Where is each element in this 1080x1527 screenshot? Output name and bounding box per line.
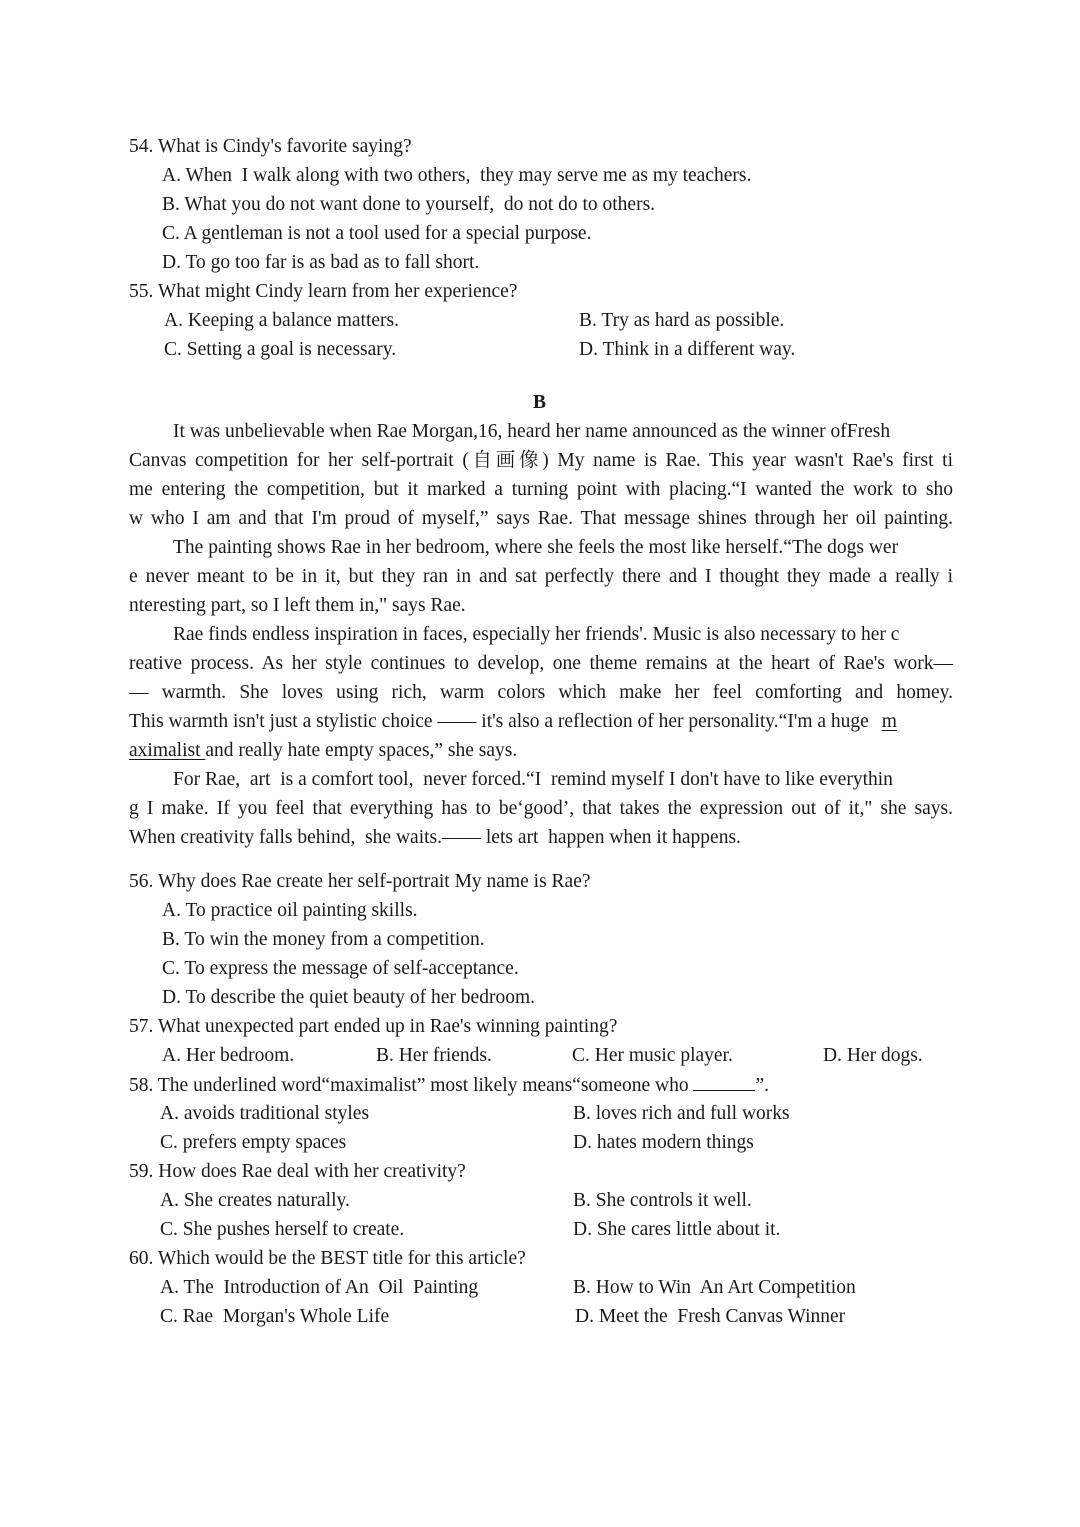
q58-option-b: B. loves rich and full works — [573, 1103, 790, 1124]
q54-option-c: C. A gentleman is not a tool used for a special purpose. — [162, 223, 592, 244]
q58-option-d: D. hates modern things — [573, 1132, 754, 1153]
q54-option-b: B. What you do not want done to yourself, do not do to others. — [162, 194, 656, 215]
passage-line-14: g I make. If you feel that everything has to be‘good’, that takes the expression out of it," she says. — [129, 798, 953, 819]
q54-option-a: A. When I walk along with two others, they may serve me as my teachers. — [162, 165, 752, 186]
passage-line-13: For Rae, art is a comfort tool, never forced.“I remind myself I don't have to like everythin — [173, 769, 893, 790]
q58-option-a: A. avoids traditional styles — [160, 1103, 370, 1124]
q55-option-a: A. Keeping a balance matters. — [164, 310, 399, 331]
q57-option-a: A. Her bedroom. — [162, 1045, 295, 1066]
section-heading: B — [533, 392, 547, 413]
q58-stem — [129, 1072, 769, 1099]
q60-option-c: C. Rae Morgan's Whole Life — [160, 1306, 390, 1327]
q54-option-d: D. To go too far is as bad as to fall short. — [162, 252, 480, 273]
passage-line-12 — [129, 738, 517, 764]
answer-blank — [693, 1072, 755, 1091]
passage-line-8: Rae finds endless inspiration in faces, especially her friends'. Music is also necessary to her c — [173, 624, 900, 645]
q60-option-d: D. Meet the Fresh Canvas Winner — [575, 1306, 846, 1327]
underlined-word-start: m — [881, 711, 897, 732]
q56-option-d: D. To describe the quiet beauty of her bedroom. — [162, 987, 535, 1008]
q60-stem: 60. Which would be the BEST title for this article? — [129, 1248, 526, 1269]
q58-option-c: C. prefers empty spaces — [160, 1132, 347, 1153]
passage-line-10: — warmth. She loves using rich, warm colors which make her feel comforting and homey. — [129, 682, 953, 703]
q59-option-d: D. She cares little about it. — [573, 1219, 781, 1240]
q59-option-c: C. She pushes herself to create. — [160, 1219, 405, 1240]
q57-option-d: D. Her dogs. — [823, 1045, 923, 1066]
q56-option-b: B. To win the money from a competition. — [162, 929, 485, 950]
passage-line-9: reative process. As her style continues to develop, one theme remains at the heart of Rae's work— — [129, 653, 953, 674]
q60-option-a: A. The Introduction of An Oil Painting — [160, 1277, 479, 1298]
passage-line-12-text: and really hate empty spaces,” she says. — [205, 740, 518, 761]
q59-option-b: B. She controls it well. — [573, 1190, 752, 1211]
q55-option-d: D. Think in a different way. — [579, 339, 796, 360]
q57-option-b: B. Her friends. — [376, 1045, 492, 1066]
passage-line-15: When creativity falls behind, she waits.—— lets art happen when it happens. — [129, 827, 741, 848]
q55-stem: 55. What might Cindy learn from her experience? — [129, 281, 518, 302]
q55-option-b: B. Try as hard as possible. — [579, 310, 785, 331]
q56-stem: 56. Why does Rae create her self-portrait My name is Rae? — [129, 871, 591, 892]
q57-stem: 57. What unexpected part ended up in Rae's winning painting? — [129, 1016, 618, 1037]
passage-line-7: nteresting part, so I left them in," says Rae. — [129, 595, 466, 616]
underlined-word-end: aximalist — [129, 740, 206, 761]
passage-line-4: w who I am and that I'm proud of myself,” says Rae. That message shines through her oil painting. — [129, 508, 953, 529]
q56-option-c: C. To express the message of self-acceptance. — [162, 958, 519, 979]
passage-line-2: Canvas competition for her self-portrait (自画像) My name is Rae. This year wasn't Rae's first ti — [129, 450, 953, 471]
q57-option-c: C. Her music player. — [572, 1045, 733, 1066]
passage-line-1: It was unbelievable when Rae Morgan,16, heard her name announced as the winner ofFresh — [173, 421, 891, 442]
passage-line-6: e never meant to be in it, but they ran in and sat perfectly there and I thought they made a really i — [129, 566, 953, 587]
q60-option-b: B. How to Win An Art Competition — [573, 1277, 856, 1298]
q58-stem-end: ”. — [755, 1075, 770, 1096]
q59-stem: 59. How does Rae deal with her creativity? — [129, 1161, 466, 1182]
passage-line-3: me entering the competition, but it marked a turning point with placing.“I wanted the work to sho — [129, 479, 953, 500]
q58-stem-text: 58. The underlined word“maximalist” most likely means“someone who — [129, 1075, 694, 1096]
passage-line-5: The painting shows Rae in her bedroom, where she feels the most like herself.“The dogs wer — [173, 537, 899, 558]
q56-option-a: A. To practice oil painting skills. — [162, 900, 418, 921]
q54-stem: 54. What is Cindy's favorite saying? — [129, 136, 412, 157]
passage-line-11 — [129, 709, 897, 735]
passage-line-11-text: This warmth isn't just a stylistic choice —— it's also a reflection of her personality.“I'm a huge — [129, 711, 874, 732]
q59-option-a: A. She creates naturally. — [160, 1190, 350, 1211]
q55-option-c: C. Setting a goal is necessary. — [164, 339, 397, 360]
